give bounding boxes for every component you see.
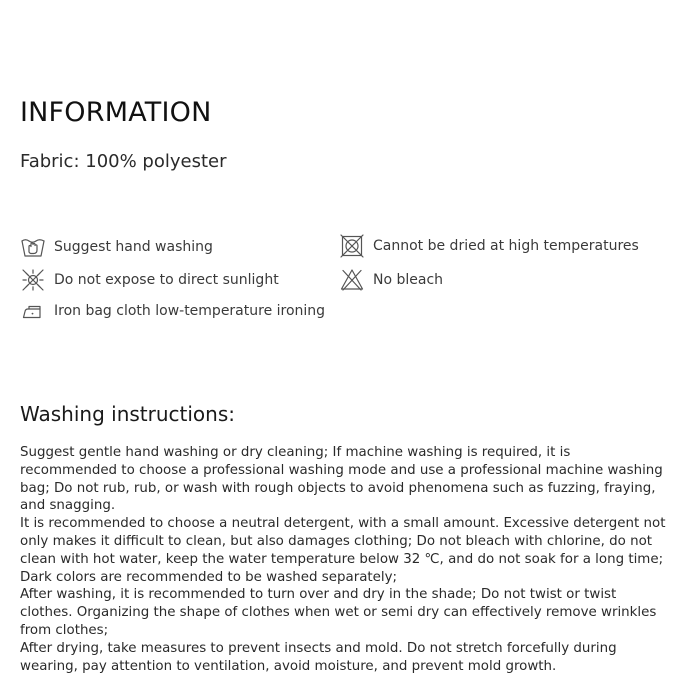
no-bleach-icon: [339, 267, 365, 293]
care-item-no-tumble-dry: [339, 233, 639, 259]
hand-wash-icon: [20, 234, 46, 260]
care-item-no-bleach: [339, 267, 443, 293]
instruction-line: clothes. Organizing the shape of clothes when wet or semi dry can effectively remove wrinkles: [20, 605, 657, 621]
instruction-line: Dark colors are recommended to be washed separately;: [20, 569, 398, 585]
fabric-composition: Fabric: 100% polyester: [20, 151, 227, 172]
care-label-hand-wash: Suggest hand washing: [54, 239, 213, 255]
washing-instructions-title: Washing instructions:: [20, 402, 235, 426]
instruction-line: bag; Do not rub, rub, or wash with rough objects to avoid phenomena such as fuzzing, fraying,: [20, 480, 656, 496]
care-label-no-sun: Do not expose to direct sunlight: [54, 272, 279, 288]
instruction-line: wearing, pay attention to ventilation, avoid moisture, and prevent mold growth.: [20, 658, 557, 674]
information-title: INFORMATION: [20, 97, 212, 128]
instruction-line: clean with hot water, keep the water temperature below 32 ℃, and do not soak for a long time;: [20, 551, 664, 567]
care-label-no-bleach: No bleach: [373, 272, 444, 288]
no-tumble-dry-icon: [339, 233, 365, 259]
instruction-line: recommended to choose a professional washing mode and use a professional machine washing: [20, 462, 663, 478]
instruction-line: Suggest gentle hand washing or dry cleaning; If machine washing is required, it is: [20, 445, 571, 460]
care-label-no-tumble-dry: Cannot be dried at high temperatures: [373, 238, 639, 254]
no-sun-icon: [20, 267, 46, 293]
care-item-iron-low: [20, 298, 325, 324]
care-item-no-sun: [20, 267, 279, 293]
washing-instructions-body: [20, 444, 670, 675]
iron-low-icon: [20, 298, 46, 324]
instruction-line: It is recommended to choose a neutral detergent, with a small amount. Excessive detergent not: [20, 516, 666, 532]
care-label-iron-low: Iron bag cloth low-temperature ironing: [54, 303, 326, 319]
instruction-line: and snagging.: [20, 498, 116, 514]
instruction-line: After drying, take measures to prevent insects and mold. Do not stretch forcefully during: [20, 640, 617, 656]
instruction-line: only makes it difficult to clean, but also damages clothing; Do not bleach with chlorine, do not: [20, 533, 653, 549]
care-item-hand-wash: [20, 234, 213, 260]
instruction-line: from clothes;: [20, 622, 109, 638]
instruction-line: After washing, it is recommended to turn over and dry in the shade; Do not twist or twist: [20, 587, 617, 603]
